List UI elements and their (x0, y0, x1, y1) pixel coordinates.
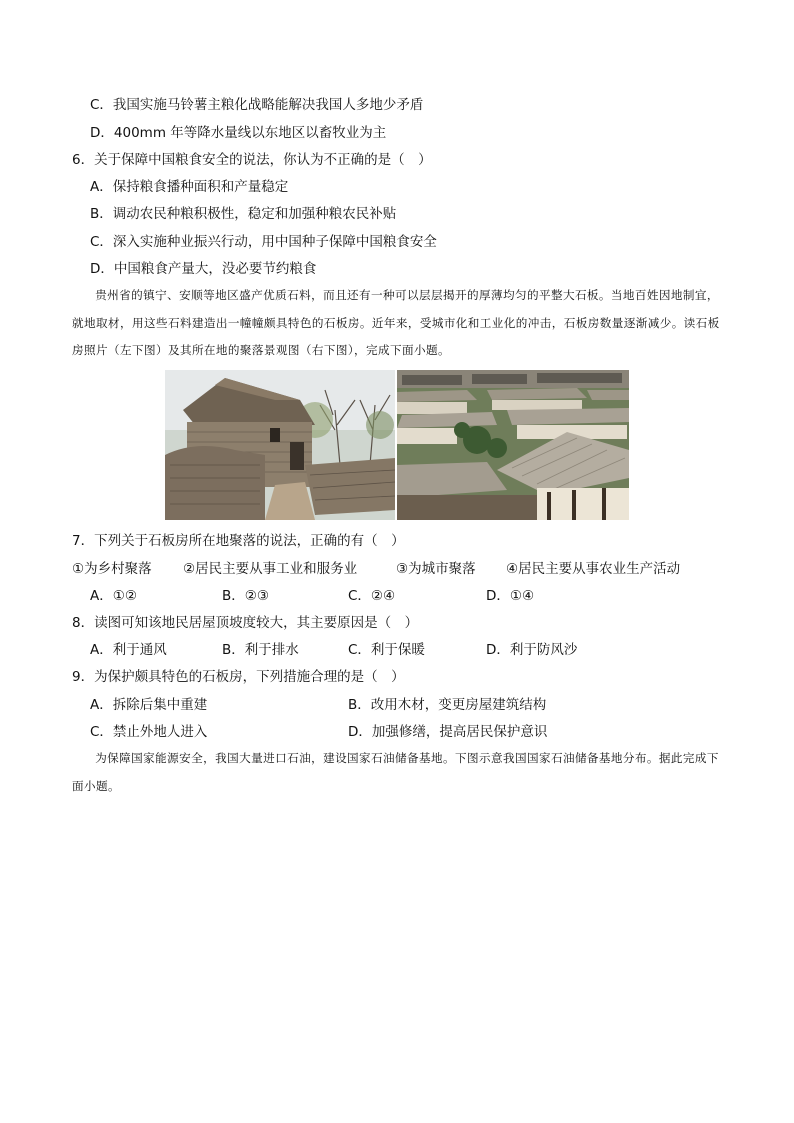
q7-option-a: A．①② (90, 588, 137, 604)
q7-statement-4: ④居民主要从事农业生产活动 (506, 561, 681, 577)
q6-option-a: A．保持粮食播种面积和产量稳定 (90, 179, 289, 195)
q9-option-a: A．拆除后集中重建 (90, 697, 208, 713)
q7-stem: 7．下列关于石板房所在地聚落的说法，正确的有（ ） (72, 533, 405, 549)
q7-statement-3: ③为城市聚落 (396, 561, 476, 577)
q8-option-b: B．利于排水 (222, 642, 299, 658)
q9-stem: 9．为保护颇具特色的石板房，下列措施合理的是（ ） (72, 669, 405, 685)
village-landscape-photo-icon (397, 370, 629, 520)
q8-option-d: D．利于防风沙 (486, 642, 578, 658)
passage-stone-houses-text: 贵州省的镇宁、安顺等地区盛产优质石料，而且还有一种可以层层揭开的厚薄均匀的平整大石板。当地百姓因地制宜，就地取材，用这些石料建造出一幢幢颇具特色的石板房。近年来，受城市化和工业化的冲击，石板房数量逐渐减少。读石板房照片（左下图）及其所在地的聚落景观图（右下图），完成下面小题。 (72, 288, 720, 357)
q8-option-a: A．利于通风 (90, 642, 167, 658)
q5-option-d: D．400mm 年等降水量线以东地区以畜牧业为主 (90, 125, 387, 141)
q9-option-b: B．改用木材，变更房屋建筑结构 (348, 697, 547, 713)
q7-option-d: D．①④ (486, 588, 535, 604)
q6-option-d: D．中国粮食产量大，没必要节约粮食 (90, 261, 317, 277)
q9-option-c: C．禁止外地人进入 (90, 724, 208, 740)
q9-option-d: D．加强修缮，提高居民保护意识 (348, 724, 548, 740)
village-landscape-photo (397, 370, 629, 520)
stone-house-photo-icon (165, 370, 395, 520)
q6-option-c: C．深入实施种业振兴行动，用中国种子保障中国粮食安全 (90, 234, 437, 250)
q7-statement-1: ①为乡村聚落 (72, 561, 152, 577)
q6-stem: 6．关于保障中国粮食安全的说法，你认为不正确的是（ ） (72, 152, 432, 168)
q8-stem: 8．读图可知该地民居屋顶坡度较大，其主要原因是（ ） (72, 615, 419, 631)
stone-house-photo (165, 370, 395, 520)
q6-option-b: B．调动农民种粮积极性，稳定和加强种粮农民补贴 (90, 206, 397, 222)
q7-statement-2: ②居民主要从事工业和服务业 (183, 561, 358, 577)
passage-oil-reserve (72, 745, 722, 800)
q7-option-b: B．②③ (222, 588, 269, 604)
passage-oil-reserve-text: 为保障国家能源安全，我国大量进口石油，建设国家石油储备基地。下图示意我国国家石油储备基地分布。据此完成下面小题。 (72, 751, 719, 793)
q8-option-c: C．利于保暖 (348, 642, 425, 658)
passage-stone-houses (72, 282, 722, 365)
q7-option-c: C．②④ (348, 588, 396, 604)
q5-option-c: C．我国实施马铃薯主粮化战略能解决我国人多地少矛盾 (90, 97, 424, 113)
